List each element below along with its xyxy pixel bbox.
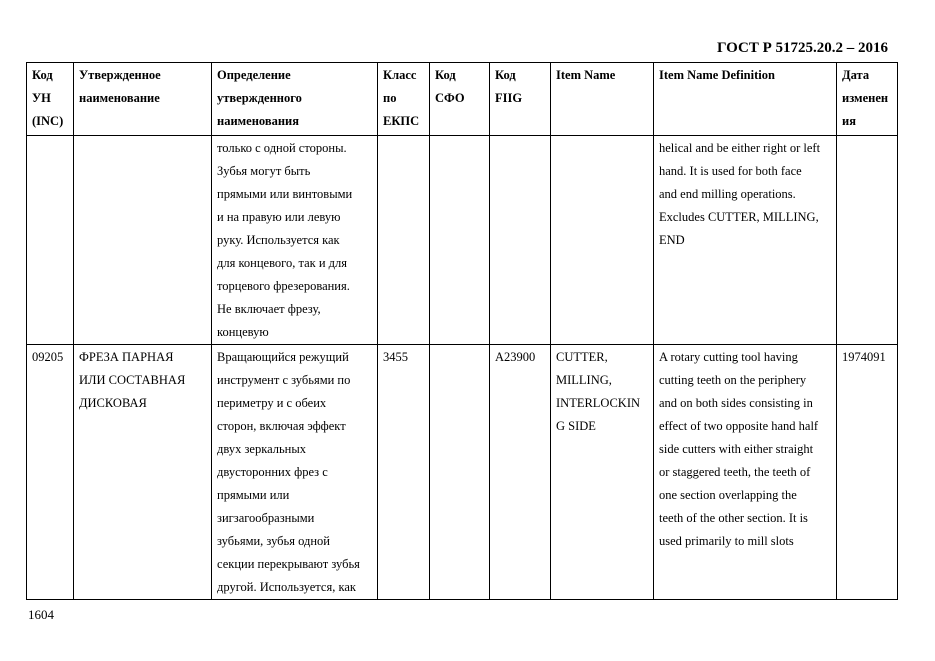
header-text: Код [435, 68, 456, 82]
cell-item-name-definition [654, 345, 837, 600]
cell-text: двух зеркальных [217, 442, 307, 456]
cell-text: инструмент с зубьями по [217, 373, 351, 387]
cell-text: Вращающийся режущий [217, 350, 349, 364]
cell-text: END [659, 233, 685, 247]
cell-text: торцевого фрезерования. [217, 279, 350, 293]
cell-text: hand. It is used for both face [659, 164, 802, 178]
cell-text: helical and be either right or left [659, 141, 821, 155]
cell-text: Зубья могут быть [217, 164, 311, 178]
header-text: Дата [842, 68, 870, 82]
cell-item-name-definition [654, 136, 837, 345]
cell-text: зубьями, зубья одной [217, 534, 330, 548]
cell-name-definition [212, 136, 378, 345]
cell-sfo-code [430, 345, 490, 600]
cell-text: 1974091 [842, 350, 886, 364]
cell-text: для концевого, так и для [217, 256, 347, 270]
header-text: СФО [435, 91, 465, 105]
cell-text: и на правую или левую [217, 210, 341, 224]
cell-text: руку. Используется как [217, 233, 340, 247]
cell-ekps-class [378, 345, 430, 600]
header-inc-code [27, 63, 74, 136]
header-text: УН [32, 91, 51, 105]
cell-text: 09205 [32, 350, 64, 364]
header-text: ия [842, 114, 856, 128]
cell-text: and end milling operations. [659, 187, 796, 201]
header-item-name-definition [654, 63, 837, 136]
cell-text: used primarily to mill slots [659, 534, 794, 548]
cell-text: ФРЕЗА ПАРНАЯ [79, 350, 174, 364]
cell-approved-name [74, 136, 212, 345]
cell-text: секции перекрывают зубья [217, 557, 360, 571]
cell-fiig-code [490, 136, 551, 345]
cell-inc-code [27, 345, 74, 600]
cell-text: CUTTER, [556, 350, 608, 364]
header-text: FIIG [495, 91, 523, 105]
cell-ekps-class [378, 136, 430, 345]
cell-change-date [837, 345, 898, 600]
cell-change-date [837, 136, 898, 345]
cell-text: Excludes CUTTER, MILLING, [659, 210, 819, 224]
header-text: Код [32, 68, 53, 82]
cell-name-definition [212, 345, 378, 600]
cell-text: teeth of the other section. It is [659, 511, 808, 525]
cell-item-name [551, 136, 654, 345]
cell-text: and on both sides consisting in [659, 396, 813, 410]
header-sfo-code [430, 63, 490, 136]
cell-text: side cutters with either straight [659, 442, 814, 456]
header-text: утвержденного [217, 91, 302, 105]
table-row [27, 136, 898, 345]
header-ekps-class [378, 63, 430, 136]
header-text: наименование [79, 91, 160, 105]
header-text: Item Name [556, 68, 616, 82]
header-text: (INC) [32, 114, 64, 128]
header-text: Код [495, 68, 516, 82]
header-item-name [551, 63, 654, 136]
header-text: Определение [217, 68, 291, 82]
cell-text: G SIDE [556, 419, 596, 433]
cell-item-name [551, 345, 654, 600]
cell-text: ДИСКОВАЯ [79, 396, 147, 410]
page-number: 1604 [28, 607, 54, 622]
cell-text: периметру и с обеих [217, 396, 327, 410]
cell-text: 3455 [383, 350, 408, 364]
header-fiig-code [490, 63, 551, 136]
table-row [27, 345, 898, 600]
header-text: изменен [842, 91, 889, 105]
cell-text: зигзагообразными [217, 511, 315, 525]
cell-text: A rotary cutting tool having [659, 350, 798, 364]
cell-approved-name [74, 345, 212, 600]
standard-code: ГОСТ Р 51725.20.2 – 2016 [716, 40, 888, 56]
cell-inc-code [27, 136, 74, 345]
cell-text: A23900 [495, 350, 536, 364]
cell-text: cutting teeth on the periphery [659, 373, 807, 387]
cell-sfo-code [430, 136, 490, 345]
cell-text: сторон, включая эффект [217, 419, 346, 433]
header-text: по [383, 91, 397, 105]
header-text: ЕКПС [383, 114, 420, 128]
cell-fiig-code [490, 345, 551, 600]
header-change-date [837, 63, 898, 136]
header-name-definition [212, 63, 378, 136]
cell-text: INTERLOCKIN [556, 396, 641, 410]
cell-text: другой. Используется, как [217, 580, 356, 594]
data-table [26, 62, 898, 600]
cell-text: двусторонних фрез с [217, 465, 328, 479]
cell-text: концевую [217, 325, 269, 339]
header-text: Утвержденное [79, 68, 161, 82]
cell-text: MILLING, [556, 373, 612, 387]
cell-text: or staggered teeth, the teeth of [659, 465, 811, 479]
header-text: Класс [383, 68, 417, 82]
cell-text: прямыми или винтовыми [217, 187, 353, 201]
table-header-row [27, 63, 898, 136]
header-approved-name [74, 63, 212, 136]
header-text: Item Name Definition [659, 68, 775, 82]
cell-text: Не включает фрезу, [217, 302, 321, 316]
cell-text: ИЛИ СОСТАВНАЯ [79, 373, 186, 387]
cell-text: effect of two opposite hand half [659, 419, 819, 433]
cell-text: прямыми или [217, 488, 290, 502]
cell-text: только с одной стороны. [217, 141, 347, 155]
header-text: наименования [217, 114, 300, 128]
cell-text: one section overlapping the [659, 488, 797, 502]
